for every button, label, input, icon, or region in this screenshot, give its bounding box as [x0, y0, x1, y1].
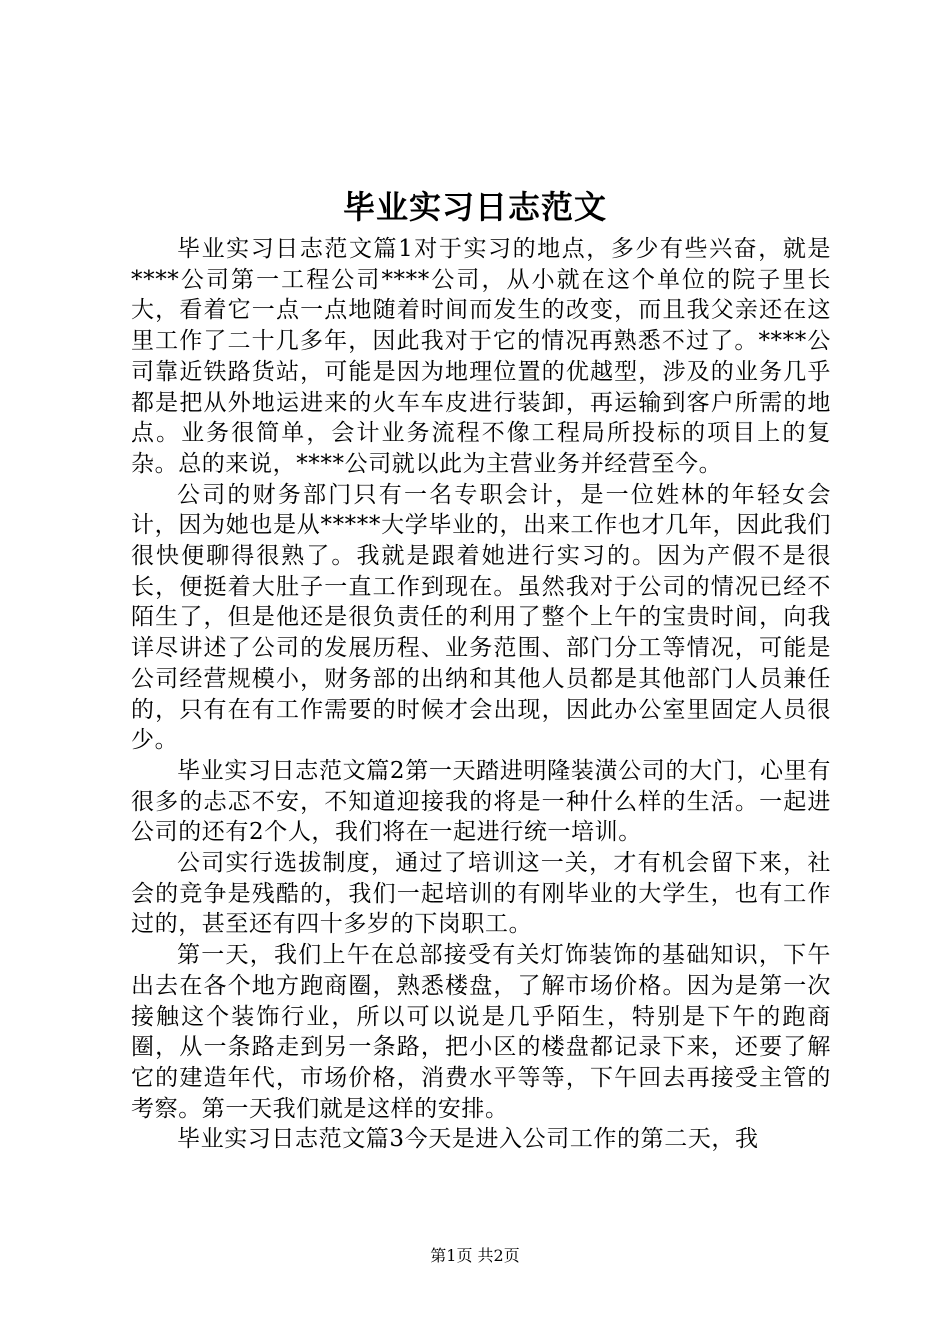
paragraph-3: 毕业实习日志范文篇2第一天踏进明隆装潢公司的大门，心里有很多的忐忑不安，不知道迎接我的将是一种什么样的生活。一起进公司的还有2个人，我们将在一起进行统一培训。 [131, 757, 831, 846]
paragraph-2: 公司的财务部门只有一名专职会计，是一位姓林的年轻女会计，因为她也是从*****大学毕业的，出来工作也才几年，因此我们很快便聊得很熟了。我就是跟着她进行实习的。因为产假不是很长，便挺着大肚子一直工作到现在。虽然我对于公司的情况已经不陌生了，但是他还是很负责任的利用了整个上午的宝贵时间，向我详尽讲述了公司的发展历程、业务范围、部门分工等情况，可能是公司经营规模小，财务部的出纳和其他人员都是其他部门人员兼任的，只有在有工作需要的时候才会出现，因此办公室里固定人员很少。 [131, 481, 831, 754]
page-footer: 第1页 共2页 [430, 1246, 520, 1265]
document-body [131, 234, 831, 1155]
paragraph-6: 毕业实习日志范文篇3今天是进入公司工作的第二天，我 [177, 1126, 759, 1153]
document-title: 毕业实习日志范文 [342, 188, 607, 226]
paragraph-4: 公司实行选拔制度，通过了培训这一关，才有机会留下来，社会的竞争是残酷的，我们一起培训的有刚毕业的大学生，也有工作过的，甚至还有四十多岁的下岗职工。 [131, 850, 831, 938]
paragraph-5: 第一天，我们上午在总部接受有关灯饰装饰的基础知识，下午出去在各个地方跑商圈，熟悉楼盘，了解市场价格。因为是第一次接触这个装饰行业，所以可以说是几乎陌生，特别是下午的跑商圈，从一条路走到另一条路，把小区的楼盘都记录下来，还要了解它的建造年代，市场价格，消费水平等等，下午回去再接受主管的考察。第一天我们就是这样的安排。 [131, 942, 831, 1122]
paragraph-1: 毕业实习日志范文篇1对于实习的地点，多少有些兴奋，就是****公司第一工程公司****公司，从小就在这个单位的院子里长大，看着它一点一点地随着时间而发生的改变，而且我父亲还在这里工作了二十几多年，因此我对于它的情况再熟悉不过了。****公司靠近铁路货站，可能是因为地理位置的优越型，涉及的业务几乎都是把从外地运进来的火车车皮进行装卸，再运输到客户所需的地点。业务很简单，会计业务流程不像工程局所投标的项目上的复杂。总的来说，****公司就以此为主营业务并经营至今。 [131, 236, 831, 477]
